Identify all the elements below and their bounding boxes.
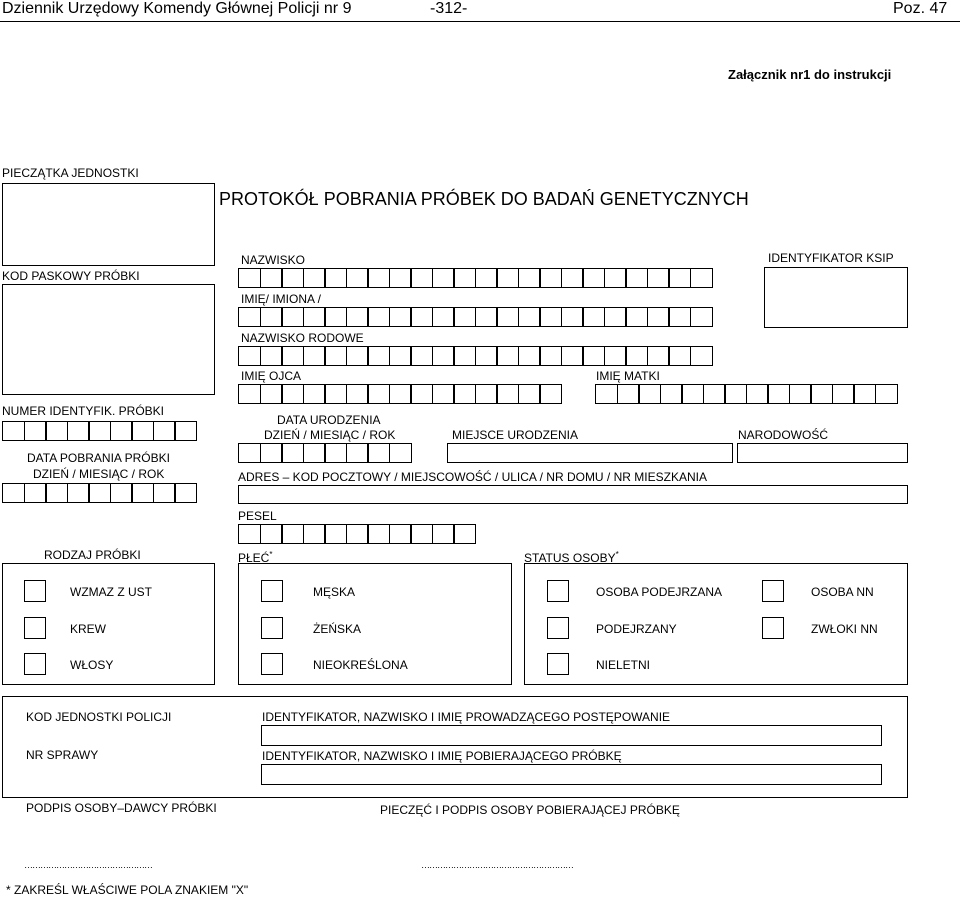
input-cell[interactable] <box>238 307 261 327</box>
address-label: ADRES – KOD POCZTOWY / MIEJSCOWOŚĆ / ULICA / NR DOMU / NR MIESZKANIA <box>238 470 707 484</box>
input-cell[interactable] <box>668 346 691 366</box>
nationality-box[interactable] <box>737 443 908 463</box>
input-cell[interactable] <box>453 307 476 327</box>
input-cell[interactable] <box>281 384 304 404</box>
stamp-box[interactable] <box>2 183 215 266</box>
input-cell[interactable] <box>131 483 154 503</box>
collector-box[interactable] <box>261 764 882 785</box>
input-cell[interactable] <box>410 524 433 544</box>
input-cell[interactable] <box>582 307 605 327</box>
input-cell[interactable] <box>324 346 347 366</box>
input-cell[interactable] <box>174 421 197 441</box>
input-cell[interactable] <box>539 307 562 327</box>
input-cell[interactable] <box>238 443 261 463</box>
pesel-label: PESEL <box>238 509 277 523</box>
sex-undetermined-label: NIEOKREŚLONA <box>313 658 408 672</box>
birth-place-box[interactable] <box>447 443 733 463</box>
input-cell[interactable] <box>281 307 304 327</box>
donor-signature-label: PODPIS OSOBY–DAWCY PRÓBKI <box>26 801 217 815</box>
input-cell[interactable] <box>389 268 412 288</box>
input-cell[interactable] <box>110 421 133 441</box>
input-cell[interactable] <box>724 384 747 404</box>
input-cell[interactable] <box>110 483 133 503</box>
input-cell[interactable] <box>582 268 605 288</box>
input-cell[interactable] <box>767 384 790 404</box>
status-suspect-person-checkbox[interactable] <box>547 580 569 602</box>
input-cell[interactable] <box>453 268 476 288</box>
page-title: PROTOKÓŁ POBRANIA PRÓBEK DO BADAŃ GENETYCZNYCH <box>219 189 749 209</box>
input-cell[interactable] <box>638 384 661 404</box>
sex-male-label: MĘSKA <box>313 585 356 599</box>
status-label: STATUS OSOBY* <box>524 550 619 565</box>
input-cell[interactable] <box>432 307 455 327</box>
input-cell[interactable] <box>475 307 498 327</box>
sample-id-label: NUMER IDENTYFIK. PRÓBKI <box>2 404 165 418</box>
input-cell[interactable] <box>324 443 347 463</box>
input-cell[interactable] <box>647 307 670 327</box>
status-minor-checkbox[interactable] <box>547 653 569 675</box>
input-cell[interactable] <box>238 346 261 366</box>
mother-name-label: IMIĘ MATKI <box>596 369 660 383</box>
input-cell[interactable] <box>153 483 176 503</box>
input-cell[interactable] <box>260 307 283 327</box>
status-unknown-remains-checkbox[interactable] <box>762 617 784 639</box>
sample-blood-label: KREW <box>70 622 106 636</box>
input-cell[interactable] <box>153 421 176 441</box>
birth-date-cells[interactable] <box>238 443 410 463</box>
input-cell[interactable] <box>475 384 498 404</box>
ksip-label: IDENTYFIKATOR KSIP <box>768 251 894 265</box>
status-suspect-label: PODEJRZANY <box>596 622 677 636</box>
sample-hair-label: WŁOSY <box>70 658 114 672</box>
sample-hair-checkbox[interactable] <box>24 653 46 675</box>
barcode-label: KOD PASKOWY PRÓBKI <box>2 269 140 283</box>
input-cell[interactable] <box>260 346 283 366</box>
input-cell[interactable] <box>832 384 855 404</box>
input-cell[interactable] <box>281 443 304 463</box>
unit-code-label: KOD JEDNOSTKI POLICJI <box>26 710 172 724</box>
input-cell[interactable] <box>681 384 704 404</box>
input-cell[interactable] <box>625 346 648 366</box>
input-cell[interactable] <box>561 346 584 366</box>
input-cell[interactable] <box>324 268 347 288</box>
input-cell[interactable] <box>389 384 412 404</box>
input-cell[interactable] <box>281 346 304 366</box>
input-cell[interactable] <box>475 268 498 288</box>
stamp-label: PIECZĄTKA JEDNOSTKI <box>2 166 139 180</box>
input-cell[interactable] <box>367 268 390 288</box>
input-cell[interactable] <box>703 384 726 404</box>
sample-blood-checkbox[interactable] <box>24 617 46 639</box>
sex-female-label: ŻEŃSKA <box>313 622 362 636</box>
input-cell[interactable] <box>595 384 618 404</box>
input-cell[interactable] <box>875 384 898 404</box>
input-cell[interactable] <box>617 384 640 404</box>
input-cell[interactable] <box>660 384 683 404</box>
sex-female-checkbox[interactable] <box>261 617 283 639</box>
sample-date-format: DZIEŃ / MIESIĄC / ROK <box>33 467 165 481</box>
input-cell[interactable] <box>131 421 154 441</box>
input-cell[interactable] <box>690 346 713 366</box>
input-cell[interactable] <box>324 384 347 404</box>
input-cell[interactable] <box>88 483 111 503</box>
sample-id-cells[interactable] <box>2 421 196 441</box>
position-number: Poz. 47 <box>893 0 948 17</box>
input-cell[interactable] <box>518 268 541 288</box>
input-cell[interactable] <box>496 346 519 366</box>
input-cell[interactable] <box>303 268 326 288</box>
address-box[interactable] <box>238 485 908 504</box>
input-cell[interactable] <box>45 421 68 441</box>
input-cell[interactable] <box>604 346 627 366</box>
surname-label: NAZWISKO <box>241 253 306 267</box>
input-cell[interactable] <box>346 443 369 463</box>
input-cell[interactable] <box>496 307 519 327</box>
status-unknown-person-label: OSOBA NN <box>811 585 874 599</box>
input-cell[interactable] <box>410 346 433 366</box>
input-cell[interactable] <box>324 524 347 544</box>
donor-signature-line[interactable]: ………………………………………… <box>24 860 152 870</box>
input-cell[interactable] <box>746 384 769 404</box>
page-number: -312- <box>430 0 468 17</box>
pesel-cells[interactable] <box>238 524 475 544</box>
input-cell[interactable] <box>24 421 47 441</box>
status-unknown-remains-label: ZWŁOKI NN <box>811 622 878 636</box>
input-cell[interactable] <box>303 384 326 404</box>
input-cell[interactable] <box>432 346 455 366</box>
input-cell[interactable] <box>260 443 283 463</box>
input-cell[interactable] <box>2 483 25 503</box>
input-cell[interactable] <box>453 384 476 404</box>
header-rule <box>0 21 960 22</box>
input-cell[interactable] <box>810 384 833 404</box>
annex-label: Załącznik nr1 do instrukcji <box>728 67 892 82</box>
sex-male-checkbox[interactable] <box>261 580 283 602</box>
input-cell[interactable] <box>410 268 433 288</box>
sample-date-label: DATA POBRANIA PRÓBKI <box>27 451 170 465</box>
status-suspect-checkbox[interactable] <box>547 617 569 639</box>
input-cell[interactable] <box>67 483 90 503</box>
input-cell[interactable] <box>410 307 433 327</box>
input-cell[interactable] <box>346 384 369 404</box>
input-cell[interactable] <box>260 384 283 404</box>
collector-signature-label: PIECZĘĆ I PODPIS OSOBY POBIERAJĄCEJ PRÓBKĘ <box>380 803 680 817</box>
sample-type-label: RODZAJ PRÓBKI <box>44 548 141 562</box>
input-cell[interactable] <box>539 268 562 288</box>
sample-swab-checkbox[interactable] <box>24 580 46 602</box>
input-cell[interactable] <box>389 346 412 366</box>
input-cell[interactable] <box>389 443 412 463</box>
status-suspect-person-label: OSOBA PODEJRZANA <box>596 585 723 599</box>
barcode-box[interactable] <box>2 284 215 395</box>
family-name-cells[interactable] <box>238 346 711 366</box>
input-cell[interactable] <box>346 307 369 327</box>
input-cell[interactable] <box>174 483 197 503</box>
input-cell[interactable] <box>561 307 584 327</box>
input-cell[interactable] <box>475 346 498 366</box>
input-cell[interactable] <box>281 268 304 288</box>
collector-label: IDENTYFIKATOR, NAZWISKO I IMIĘ POBIERAJĄCEGO PRÓBKĘ <box>262 749 622 763</box>
input-cell[interactable] <box>518 384 541 404</box>
case-number-label: NR SPRAWY <box>26 748 99 762</box>
input-cell[interactable] <box>324 307 347 327</box>
input-cell[interactable] <box>303 307 326 327</box>
input-cell[interactable] <box>389 307 412 327</box>
input-cell[interactable] <box>367 307 390 327</box>
input-cell[interactable] <box>539 384 562 404</box>
input-cell[interactable] <box>238 524 261 544</box>
birth-date-label: DATA URODZENIA <box>277 413 381 427</box>
sex-undetermined-checkbox[interactable] <box>261 653 283 675</box>
input-cell[interactable] <box>260 268 283 288</box>
sample-date-cells[interactable] <box>2 483 196 503</box>
sample-swab-label: WZMAZ Z UST <box>70 585 152 599</box>
input-cell[interactable] <box>604 268 627 288</box>
input-cell[interactable] <box>539 346 562 366</box>
input-cell[interactable] <box>432 384 455 404</box>
input-cell[interactable] <box>690 268 713 288</box>
names-label: IMIĘ/ IMIONA / <box>241 292 322 306</box>
mother-name-cells[interactable] <box>595 384 896 404</box>
input-cell[interactable] <box>88 421 111 441</box>
input-cell[interactable] <box>346 268 369 288</box>
input-cell[interactable] <box>281 524 304 544</box>
input-cell[interactable] <box>367 384 390 404</box>
ksip-box[interactable] <box>764 267 908 328</box>
input-cell[interactable] <box>647 346 670 366</box>
input-cell[interactable] <box>303 443 326 463</box>
input-cell[interactable] <box>453 346 476 366</box>
input-cell[interactable] <box>24 483 47 503</box>
input-cell[interactable] <box>45 483 68 503</box>
names-cells[interactable] <box>238 307 711 327</box>
input-cell[interactable] <box>625 268 648 288</box>
input-cell[interactable] <box>432 524 455 544</box>
status-minor-label: NIELETNI <box>596 658 651 672</box>
input-cell[interactable] <box>668 307 691 327</box>
input-cell[interactable] <box>853 384 876 404</box>
input-cell[interactable] <box>238 384 261 404</box>
status-unknown-person-checkbox[interactable] <box>762 580 784 602</box>
input-cell[interactable] <box>67 421 90 441</box>
input-cell[interactable] <box>260 524 283 544</box>
input-cell[interactable] <box>367 443 390 463</box>
birth-date-format: DZIEŃ / MIESIĄC / ROK <box>264 428 396 442</box>
input-cell[interactable] <box>303 524 326 544</box>
journal-title: Dziennik Urzędowy Komendy Głównej Policji nr 9 <box>2 0 352 17</box>
input-cell[interactable] <box>647 268 670 288</box>
input-cell[interactable] <box>518 307 541 327</box>
input-cell[interactable] <box>789 384 812 404</box>
input-cell[interactable] <box>346 524 369 544</box>
footnote: * ZAKREŚL WŁAŚCIWE POLA ZNAKIEM "X" <box>6 883 249 897</box>
input-cell[interactable] <box>432 268 455 288</box>
input-cell[interactable] <box>604 307 627 327</box>
input-cell[interactable] <box>453 524 476 544</box>
input-cell[interactable] <box>668 268 691 288</box>
input-cell[interactable] <box>561 268 584 288</box>
input-cell[interactable] <box>582 346 605 366</box>
collector-signature-line[interactable]: ………………………………………………… <box>421 860 573 870</box>
conductor-label: IDENTYFIKATOR, NAZWISKO I IMIĘ PROWADZĄCEGO POSTĘPOWANIE <box>262 710 671 724</box>
input-cell[interactable] <box>625 307 648 327</box>
input-cell[interactable] <box>367 524 390 544</box>
input-cell[interactable] <box>496 384 519 404</box>
nationality-label: NARODOWOŚĆ <box>738 428 828 442</box>
family-name-label: NAZWISKO RODOWE <box>241 331 364 345</box>
surname-cells[interactable] <box>238 268 711 288</box>
conductor-box[interactable] <box>261 725 882 746</box>
input-cell[interactable] <box>496 268 519 288</box>
father-name-cells[interactable] <box>238 384 561 404</box>
input-cell[interactable] <box>238 268 261 288</box>
input-cell[interactable] <box>518 346 541 366</box>
input-cell[interactable] <box>346 346 369 366</box>
input-cell[interactable] <box>303 346 326 366</box>
input-cell[interactable] <box>410 384 433 404</box>
birth-place-label: MIEJSCE URODZENIA <box>452 428 579 442</box>
input-cell[interactable] <box>2 421 25 441</box>
input-cell[interactable] <box>690 307 713 327</box>
sex-label: PŁEĆ* <box>238 550 273 565</box>
father-name-label: IMIĘ OJCA <box>241 369 302 383</box>
input-cell[interactable] <box>367 346 390 366</box>
input-cell[interactable] <box>389 524 412 544</box>
